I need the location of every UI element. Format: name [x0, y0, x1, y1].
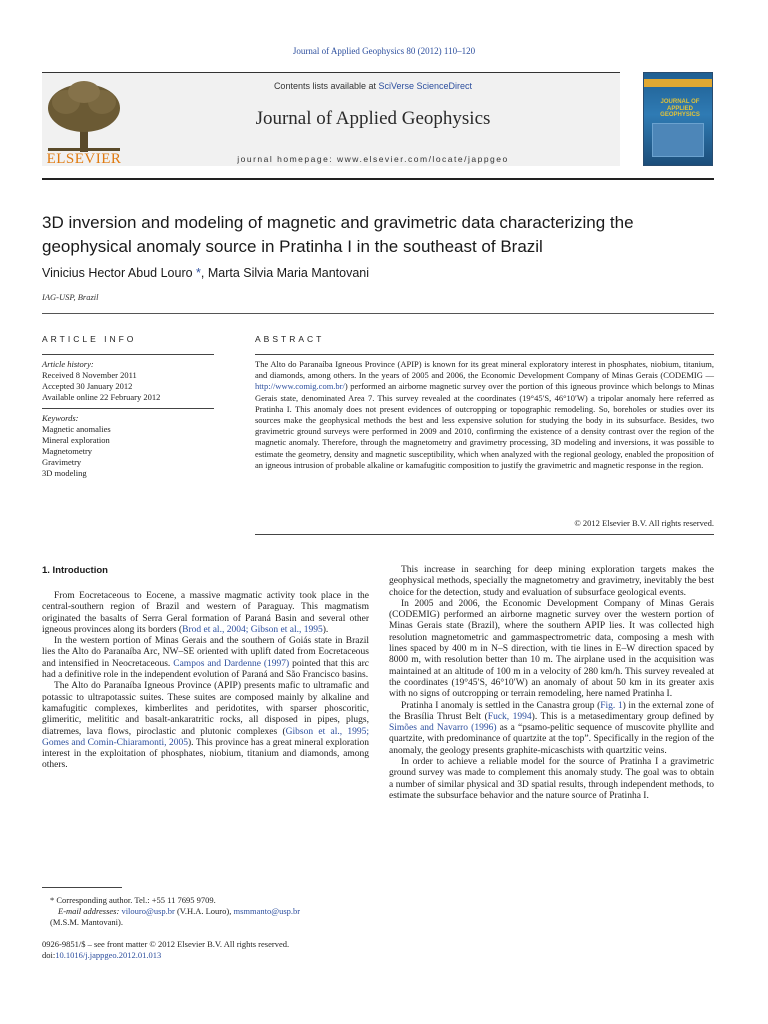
header-rule — [42, 178, 714, 180]
front-matter: 0926-9851/$ – see front matter © 2012 Elsevier B.V. All rights reserved. doi:10.1016/j.jappgeo.2012.01.013 — [42, 939, 290, 960]
keyword: Mineral exploration — [42, 435, 110, 445]
affiliation: IAG-USP, Brazil — [42, 292, 99, 302]
right-column — [389, 565, 714, 802]
paragraph: In order to achieve a reliable model for the source of Pratinha I a gravimetric ground survey was made to complement this anomaly study. The goal was to obtain a number of similar physical and 3D spatial results, through independent methods, to estimate the subsurface behavior and the nature source of Pratinha I. — [389, 757, 714, 801]
author-2: , Marta Silvia Maria Mantovani — [200, 266, 370, 280]
journal-title: Journal of Applied Geophysics — [255, 108, 491, 129]
article-history — [42, 359, 214, 403]
contents-line — [132, 81, 614, 91]
abstract-text: The Alto do Paranaíba Igneous Province (APIP) is known for its great mineral exploratory interest in phosphates, niobium, titanium, and diamonds, among others. In the years of 2005 and 2006, the Economic Development Company of Minas Gerais (CODEMIG — http://www.comig.com.br/) performed an airborne magnetic survey over the portion of this igneous province which belongs to Minas Gerais state, denominated Area 7. This survey revealed at the coordinates (19°45′S, 46°10′W) a tripolar anomaly here referred as Pratinha I. This anomaly does not present evidences of outcropping or topographic remodeling. So, boreholes or studies over its sources make the geophysical methods the best and less expensive solution for studying the body in its subsurface. Besides, two gravimetric ground surveys were performed in 2009 and 2010, confirming the existence of a density contrast over the region of the magnetic anomaly. Therefore, through the magnetometry and gravimetry processing, 3D modeling and inversions, it was possible to estimate the geometry, density and magnetic susceptibility, which when analyzed with the regional geology, enabled the proposition of an igneous intrusion of probable alkaline or kamafugitic composition to justify the gravimetric and magnetic response in the region. — [255, 359, 714, 470]
keywords-label: Keywords: — [42, 413, 79, 423]
corresponding-footnote: * Corresponding author. Tel.: +55 11 7695 9709. E-mail addresses: vilouro@usp.br (V.H.A. Louro), msmmanto@usp.br (M.S.M. Mantovani). — [50, 895, 301, 927]
ref-link[interactable]: Brod et al., 2004; Gibson et al., 1995 — [182, 624, 323, 635]
history-accepted: Accepted 30 January 2012 — [42, 381, 133, 391]
author-list — [42, 266, 642, 280]
cover-band — [644, 79, 712, 87]
journal-homepage[interactable]: journal homepage: www.elsevier.com/locate/jappgeo — [237, 154, 509, 164]
info-rule — [42, 354, 214, 355]
copyright: © 2012 Elsevier B.V. All rights reserved. — [574, 518, 714, 528]
codemig-link[interactable]: http://www.comig.com.br/ — [255, 381, 345, 392]
email-link[interactable]: msmmanto@usp.br — [233, 906, 301, 916]
section-heading: 1. Introduction — [42, 565, 108, 576]
divider — [42, 313, 714, 314]
paragraph: In the western portion of Minas Gerais and the southern of Goiás state in Brazil lies the Alto do Paranaíba Arc, NW–SE oriented with uplift dated from Eocretaceous and intensified in Neocretaceous. Campos and Dardenne (1997) pointed that this arc had a definitive role in the independent evolution of Paraná and São Francisco basins. — [42, 636, 369, 681]
elsevier-wordmark: ELSEVIER — [46, 151, 122, 167]
article-info-label: ARTICLE INFO — [42, 334, 137, 344]
paragraph: From Eocretaceous to Eocene, a massive magmatic activity took place in the central-southern region of Brazil and western of Paraguay. This magmatism originated the basalts of Serra Geral formation of Paraná Basin and several other igneous provinces along its borders (Brod et al., 2004; Gibson et al., 1995). — [42, 591, 369, 635]
paragraph: This increase in searching for deep mining exploration targets makes the geophysical methods, specially the magnetometry and gravimetry, inevitably the best choice for the detection, study and evaluation of subsurface geological events. — [389, 565, 714, 598]
paragraph: Pratinha I anomaly is settled in the Canastra group (Fig. 1) in the external zone of the Brasília Thrust Belt (Fuck, 1994). This is a metasedimentary group defined by Simões and Navarro (1996) as a “psamo-pelitic sequence of muscovite phyllite and quartzite, with predominance of quartzite at the top”. Specifically in the region of the anomaly, the geology presents graphite-micaschists with quartzitic veins. — [389, 700, 715, 756]
cover-title: JOURNAL OF APPLIED GEOPHYSICS — [660, 99, 700, 119]
paragraph: The Alto do Paranaíba Igneous Province (APIP) presents mafic to ultramafic and potassic to ultrapotassic suites. These suites are composed mainly by alkaline and kamafugitic complexes, kimberlites and peridotites, with sparser phoscoritic, glimeritic, melititic and basalt-ankaratritic rocks, all disposed in pipes, plugs, diatremes, lava flows, piroclastic and plutonic complexes (Gibson et al., 1995; Gomes and Comin-Chiaramonti, 2005). This province has a great mineral exploration interest in the exploitation of phosphates, niobium, titanium and diamonds, among others. — [42, 681, 370, 771]
journal-citation[interactable]: Journal of Applied Geophysics 80 (2012) 110–120 — [292, 46, 476, 56]
footnote-rule — [42, 887, 122, 888]
author-1: Vinicius Hector Abud Louro — [42, 266, 193, 280]
doi-link[interactable]: 10.1016/j.jappgeo.2012.01.013 — [55, 950, 162, 960]
ref-link[interactable]: Campos and Dardenne (1997) — [173, 658, 290, 669]
ref-link[interactable]: Gibson et al., 1995; Gomes and Comin-Chiaramonti, 2005 — [42, 726, 369, 748]
abstract-rule-bottom — [255, 534, 714, 535]
title-line-2: geophysical anomaly source in Pratinha I in the southeast of Brazil — [42, 237, 543, 256]
history-online: Available online 22 February 2012 — [42, 392, 161, 402]
keyword: Gravimetry — [42, 457, 82, 467]
keyword: Magnetometry — [42, 446, 93, 456]
keyword: 3D modeling — [42, 468, 87, 478]
corresponding-author-mark[interactable]: * — [192, 266, 201, 280]
cover-picture — [652, 123, 704, 157]
paragraph: In 2005 and 2006, the Economic Development Company of Minas Gerais (CODEMIG) performed an airborne magnetic survey over the western portion of Minas Gerais state (Brazil), where the southern APIP lies. It was collected high resolution magnetometric and gammaspectrometric data, composing a mesh with lines spaced by 400 m in N–S direction, with tie lines in E–W direction spaced by 8000 m, with resolution better than 10 m. The airplane used in the acquisition was maintained at an altitude of 100 m in a velocity of 280 km/h. This survey revealed at the coordinates (19°45′S, 46°10′W) an anomaly of about 50 km in its greater axis with no signs of outcropping or terrain remodeling, here named Pratinha I. — [389, 598, 714, 700]
keyword: Magnetic anomalies — [42, 424, 111, 434]
left-column — [42, 591, 369, 772]
abstract-label: ABSTRACT — [255, 334, 325, 344]
history-received: Received 8 November 2011 — [42, 370, 137, 380]
figure-link[interactable]: Fig. 1 — [600, 700, 623, 711]
ref-link[interactable]: Simões and Navarro (1996) — [389, 723, 497, 734]
contents-prefix: Contents lists available at — [273, 81, 379, 91]
history-label: Article history: — [42, 359, 94, 369]
journal-cover-image — [643, 72, 713, 166]
keywords — [42, 413, 214, 479]
title-line-1: 3D inversion and modeling of magnetic and gravimetric data characterizing the — [42, 213, 634, 232]
email-link[interactable]: vilouro@usp.br — [121, 906, 175, 916]
info-rule-2 — [42, 408, 214, 409]
article-title — [42, 211, 722, 259]
ref-link[interactable]: Fuck, 1994 — [487, 711, 532, 722]
abstract-rule-top — [255, 354, 714, 355]
sciencedirect-link[interactable]: SciVerse ScienceDirect — [378, 81, 473, 91]
